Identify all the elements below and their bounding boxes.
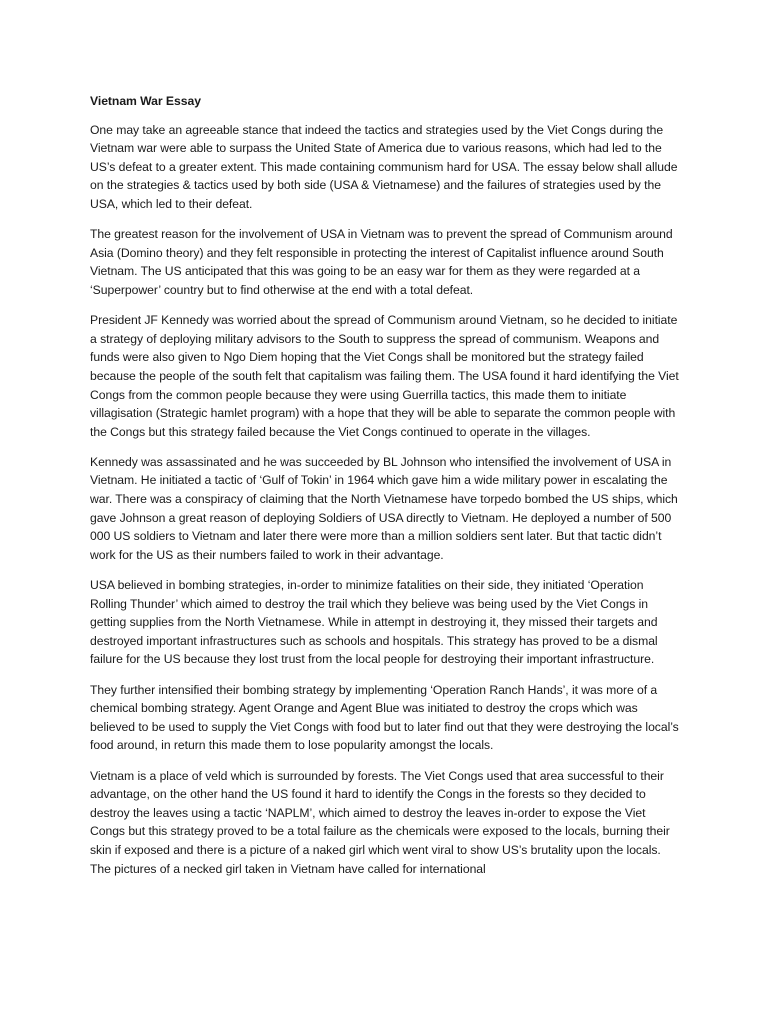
paragraph-johnson: Kennedy was assassinated and he was succeeded by BL Johnson who intensified the involvement of USA in Vietnam. He initiated a tactic of ‘Gulf of Tokin’ in 1964 which gave him a wide military power in escalating the war. There was a conspiracy of claiming that the North Vietnamese have torpedo bombed the US ships, which gave Johnson a great reason of deploying Soldiers of USA directly to Vietnam. He deployed a number of 500 000 US soldiers to Vietnam and later there were more than a million soldiers sent later. But that tactic didn’t work for the US as their numbers failed to work in their advantage. (90, 454, 678, 562)
paragraph-reason: The greatest reason for the involvement of USA in Vietnam was to prevent the spread of Communism around Asia (Domino theory) and they felt responsible in protecting the interest of Capitalist influence around South Vietnam. The US anticipated that this was going to be an easy war for them as they were regarded at a ‘Superpower’ country but to find otherwise at the end with a total defeat. (90, 227, 673, 297)
paragraph-kennedy: President JF Kennedy was worried about the spread of Communism around Vietnam, so he decided to initiate a strategy of deploying military advisors to the South to suppress the spread of communism. Weapons and funds were also given to Ngo Diem hoping that the Viet Congs shall be monitored but the strategy failed because the people of the south felt that capitalism was failing them. The USA found it hard identifying the Viet Congs from the common people because they were using Guerrilla tactics, this made them to initiate villagisation (Strategic hamlet program) with a hope that they will be able to separate the common people with the Congs but this strategy failed because the Viet Congs continued to operate in the villages. (90, 313, 679, 439)
document-page (90, 92, 680, 890)
paragraph-ranch-hands: They further intensified their bombing strategy by implementing ‘Operation Ranch Hands’, it was more of a chemical bombing strategy. Agent Orange and Agent Blue was initiated to destroy the crops which was believed to be used to supply the Viet Congs with food but to later find out that they were destroying the local’s food around, in return this made them to lose popularity amongst the locals. (90, 682, 679, 753)
paragraph-rolling-thunder: USA believed in bombing strategies, in-order to minimize fatalities on their side, they initiated ‘Operation Rolling Thunder’ which aimed to destroy the trail which they believe was being used by the Viet Congs in getting supplies from the North Vietnamese. While in attempt in destroying it, they missed their targets and destroyed important infrastructures such as schools and hospitals. This strategy has proved to be a dismal failure for the US because they lost trust from the local people for destroying their important infrastructure. (90, 578, 658, 667)
paragraph-intro: One may take an agreeable stance that indeed the tactics and strategies used by the Viet Congs during the Vietnam war were able to surpass the United State of America due to various reasons, which had led to the US’s defeat to a greater extent. This made containing communism hard for USA. The essay below shall allude on the strategies & tactics used by both side (USA & Vietnamese) and the failures of strategies used by the USA, which led to their defeat. (90, 122, 678, 211)
paragraph-napalm: Vietnam is a place of veld which is surrounded by forests. The Viet Congs used that area successful to their advantage, on the other hand the US found it hard to identify the Congs in the forests so they decided to destroy the leaves using a tactic ‘NAPLM’, which aimed to destroy the leaves in-order to expose the Viet Congs but this strategy proved to be a total failure as the chemicals were exposed to the locals, burning their skin if exposed and there is a picture of a naked girl which went viral to show US’s brutality upon the locals. The pictures of a necked girl taken in Vietnam have called for international (90, 768, 670, 876)
document-title: Vietnam War Essay (90, 94, 201, 108)
